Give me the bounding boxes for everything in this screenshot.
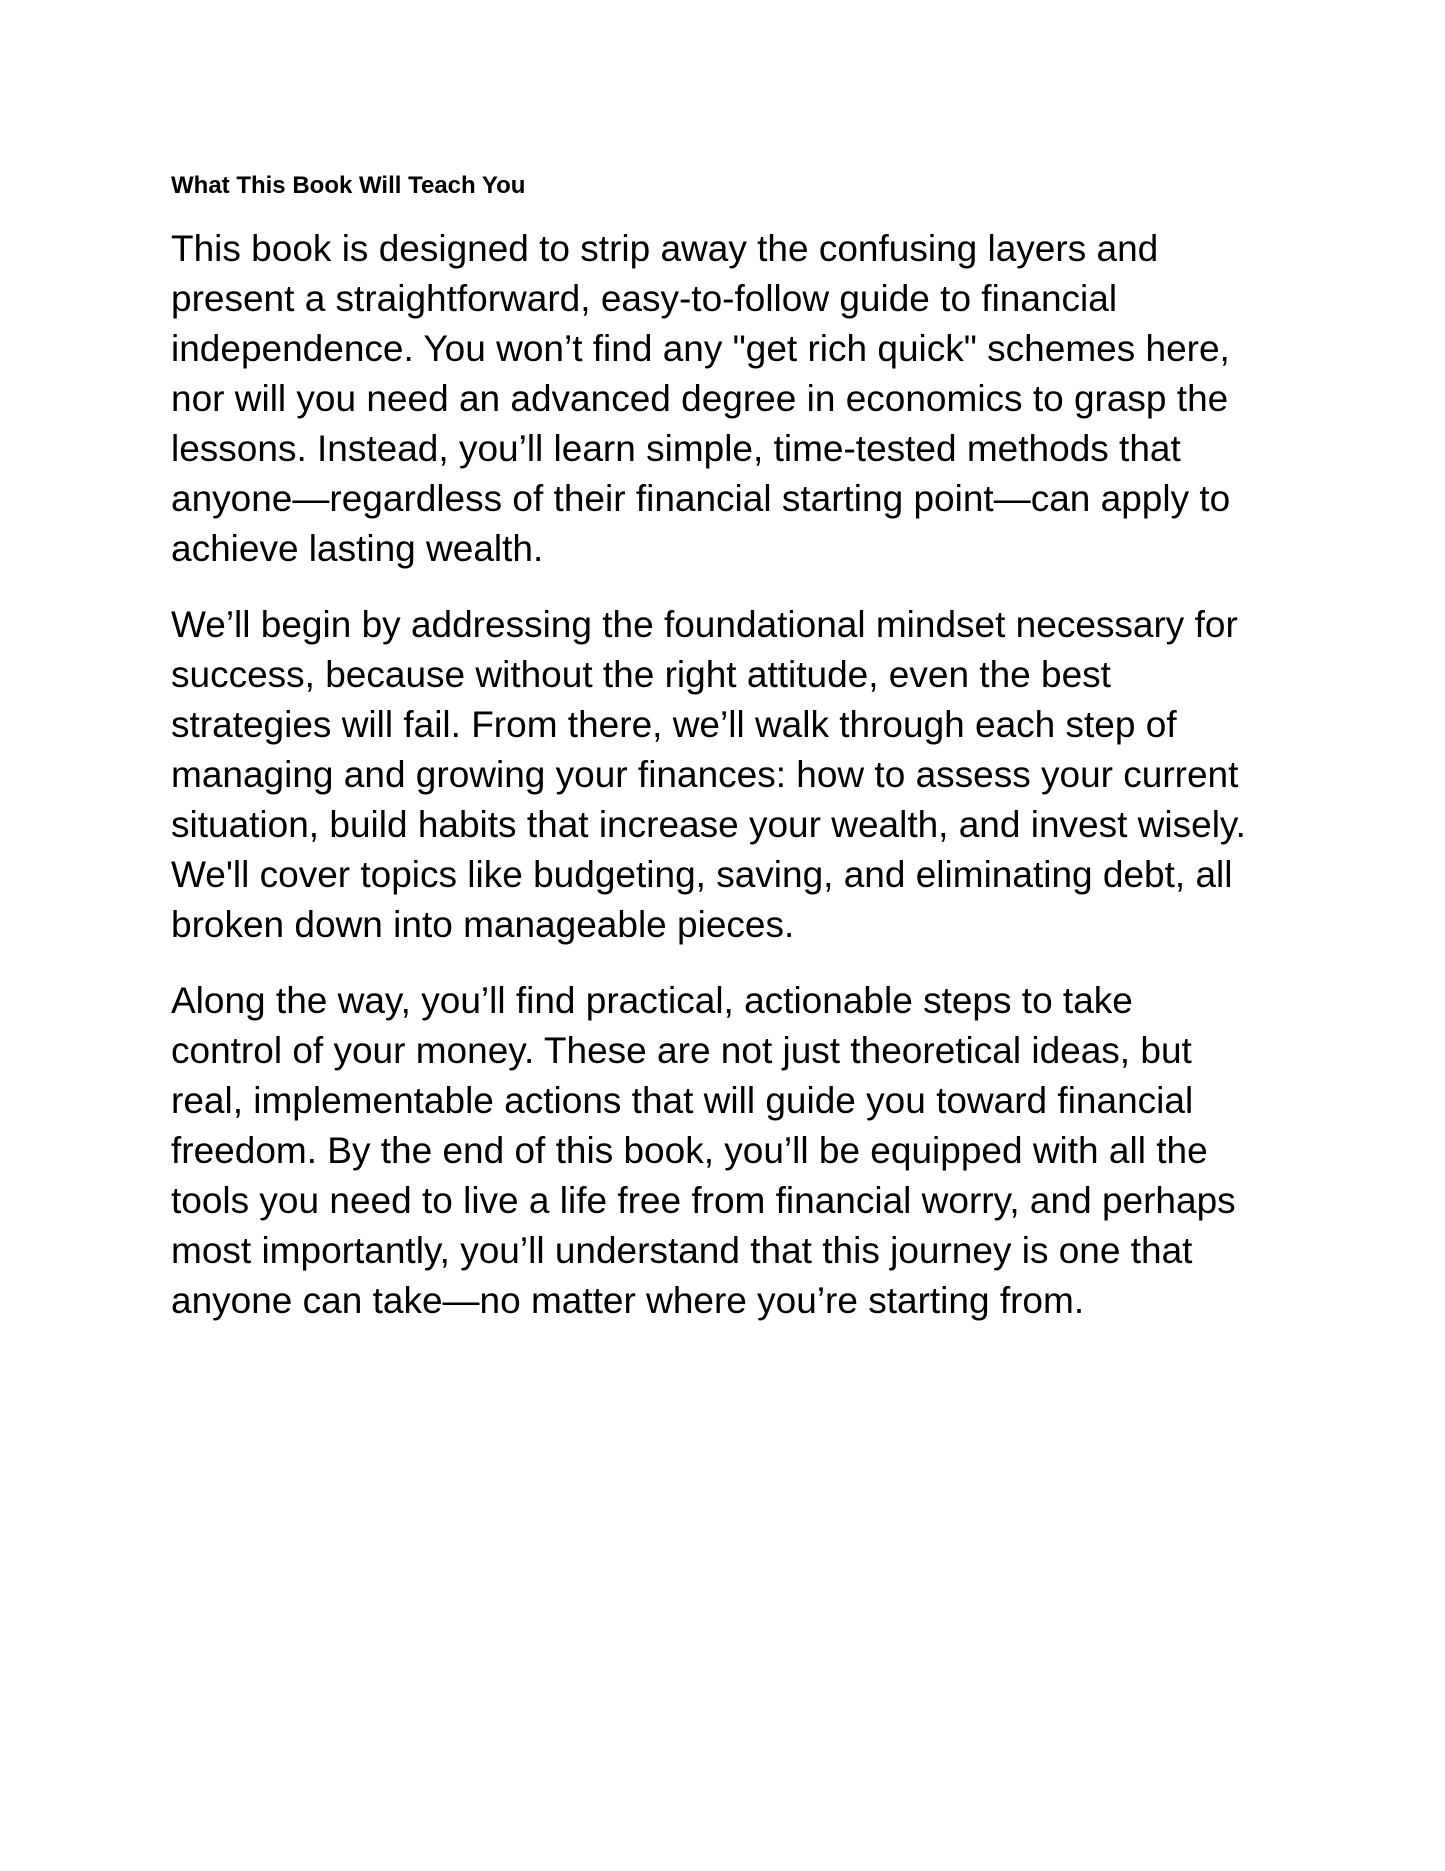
text-line: control of your money. These are not just theoretical ideas, but <box>171 1030 1192 1071</box>
text-line: broken down into manageable pieces. <box>171 904 795 945</box>
text-line: This book is designed to strip away the confusing layers and <box>171 228 1159 269</box>
text-line: managing and growing your finances: how to assess your current <box>171 754 1239 795</box>
text-line: anyone—regardless of their financial starting point—can apply to <box>171 478 1231 519</box>
text-line: tools you need to live a life free from financial worry, and perhaps <box>171 1180 1236 1221</box>
paragraph-mindset <box>171 600 1301 950</box>
text-line: most importantly, you’ll understand that this journey is one that <box>171 1230 1193 1271</box>
text-line: achieve lasting wealth. <box>171 528 544 569</box>
text-line: anyone can take—no matter where you’re starting from. <box>171 1280 1085 1321</box>
text-line: situation, build habits that increase your wealth, and invest wisely. <box>171 804 1246 845</box>
text-line: success, because without the right attitude, even the best <box>171 654 1111 695</box>
text-line: present a straightforward, easy-to-follow guide to financial <box>171 278 1118 319</box>
text-line: strategies will fail. From there, we’ll walk through each step of <box>171 704 1177 745</box>
page-content <box>171 168 1301 1352</box>
text-line: independence. You won’t find any "get rich quick" schemes here, <box>171 328 1230 369</box>
text-line: nor will you need an advanced degree in economics to grasp the <box>171 378 1229 419</box>
text-line: We’ll begin by addressing the foundational mindset necessary for <box>171 604 1238 645</box>
text-line: freedom. By the end of this book, you’ll be equipped with all the <box>171 1130 1208 1171</box>
text-line: lessons. Instead, you’ll learn simple, time-tested methods that <box>171 428 1181 469</box>
text-line: Along the way, you’ll find practical, actionable steps to take <box>171 980 1133 1021</box>
text-line: We'll cover topics like budgeting, saving, and eliminating debt, all <box>171 854 1233 895</box>
paragraph-intro <box>171 224 1301 574</box>
text-line: real, implementable actions that will guide you toward financial <box>171 1080 1194 1121</box>
section-heading: What This Book Will Teach You <box>171 172 526 199</box>
paragraph-actionable-steps <box>171 976 1301 1326</box>
